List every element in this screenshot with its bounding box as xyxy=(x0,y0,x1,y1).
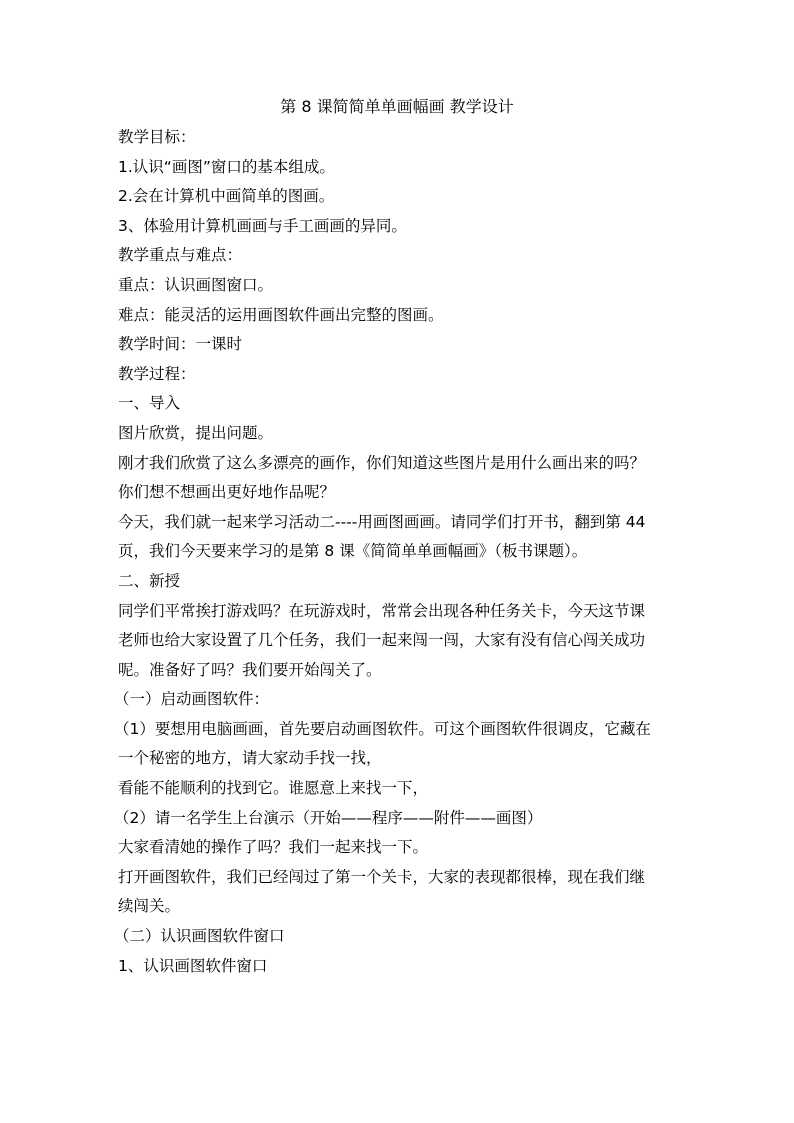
subsection-heading-intro: 一、导入 xyxy=(118,394,181,413)
paragraph-line: （1）要想用电脑画画，首先要启动画图软件。可这个画图软件很调皮，它藏在 xyxy=(114,719,651,738)
paragraph-line: 同学们平常挨打游戏吗？在玩游戏时，常常会出现各种任务关卡，今天这节课 xyxy=(118,601,646,620)
objective-item-1: 1.认识“画图”窗口的基本组成。 xyxy=(118,157,335,176)
paragraph-line: 续闯关。 xyxy=(118,897,181,916)
paragraph-line: （2）请一名学生上台演示（开始——程序——附件——画图） xyxy=(114,808,543,827)
paragraph-line: 页，我们今天要来学习的是第 8 课《简简单单画幅画》（板书课题）。 xyxy=(118,542,588,561)
paragraph-line: 你们想不想画出更好地作品呢？ xyxy=(118,483,336,502)
document-body xyxy=(114,123,688,981)
paragraph-line: 图片欣赏，提出问题。 xyxy=(118,423,274,442)
step-heading-launch-paint: （一）启动画图软件： xyxy=(114,690,270,709)
paragraph-line: 今天，我们就一起来学习活动二----用画图画画。请同学们打开书，翻到第 44 xyxy=(118,512,646,531)
key-point: 重点：认识画图窗口。 xyxy=(118,275,274,294)
paragraph-line: 打开画图软件，我们已经闯过了第一个关卡，大家的表现都很棒，现在我们继 xyxy=(118,867,646,886)
section-heading-key-points: 教学重点与难点： xyxy=(118,246,243,265)
paragraph-line: 老师也给大家设置了几个任务，我们一起来闯一闯，大家有没有信心闯关成功 xyxy=(118,631,646,650)
teaching-time: 教学时间：一课时 xyxy=(118,335,243,354)
paragraph-line: 刚才我们欣赏了这么多漂亮的画作，你们知道这些图片是用什么画出来的吗？ xyxy=(118,453,646,472)
subsection-heading-new-lesson: 二、新授 xyxy=(118,571,181,590)
paragraph-line: 大家看清她的操作了吗？我们一起来找一下。 xyxy=(118,838,429,857)
paragraph-line: 1、认识画图软件窗口 xyxy=(118,956,268,975)
paragraph-line: 看能不能顺利的找到它。谁愿意上来找一下， xyxy=(118,779,429,798)
section-heading-objectives: 教学目标： xyxy=(118,128,196,146)
section-heading-process: 教学过程： xyxy=(118,364,196,383)
paragraph-line: 呢。准备好了吗？我们要开始闯关了。 xyxy=(118,660,382,679)
objective-item-2: 2.会在计算机中画简单的图画。 xyxy=(118,187,335,206)
document-title: 第 8 课简简单单画幅画 教学设计 xyxy=(280,97,514,116)
objective-item-3: 3、体验用计算机画画与手工画画的异同。 xyxy=(118,216,407,235)
paragraph-line: 一个秘密的地方，请大家动手找一找， xyxy=(118,749,382,768)
difficult-point: 难点：能灵活的运用画图软件画出完整的图画。 xyxy=(118,305,444,324)
step-heading-paint-window: （二）认识画图软件窗口 xyxy=(114,927,285,946)
